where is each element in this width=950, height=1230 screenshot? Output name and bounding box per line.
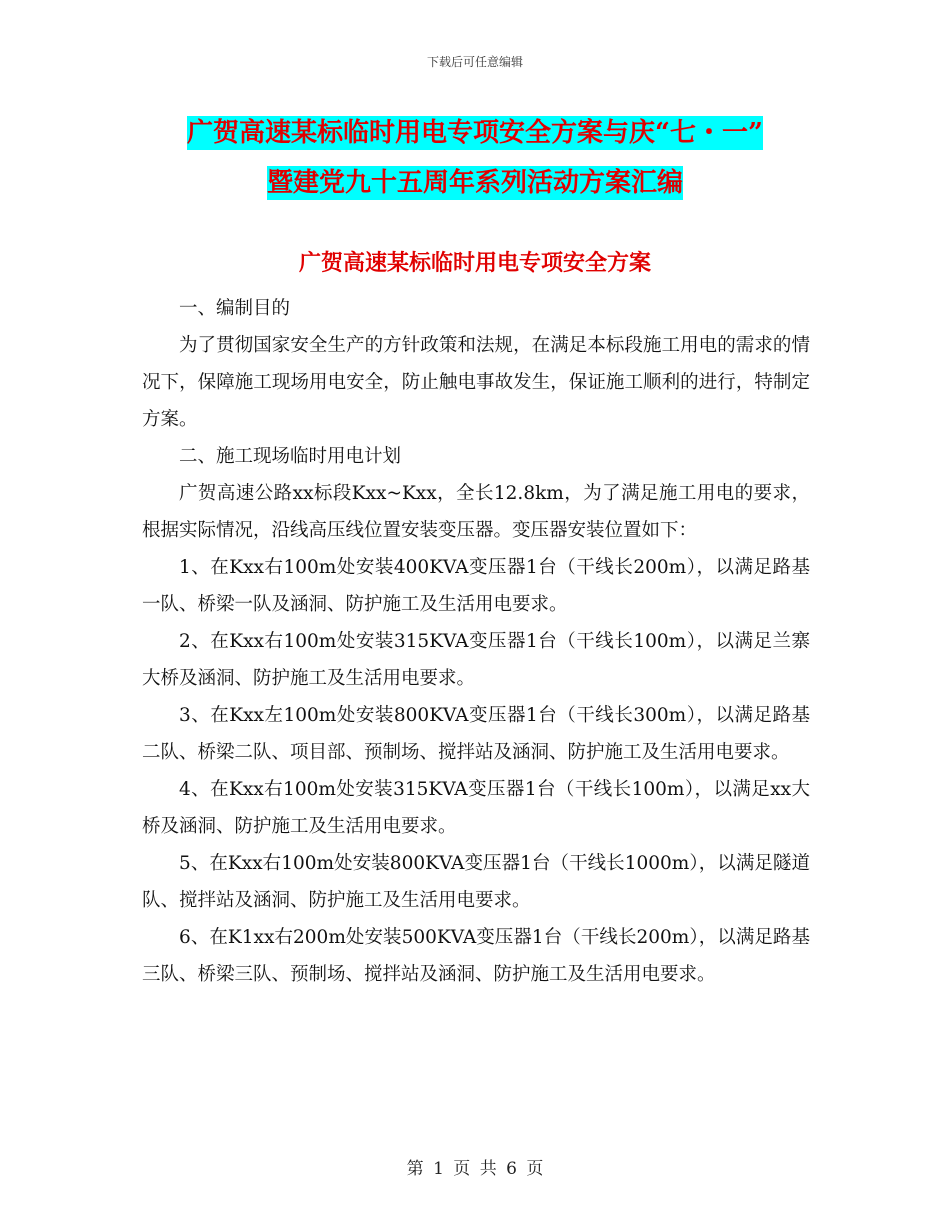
section-title: 广贺高速某标临时用电专项安全方案 (298, 250, 651, 276)
paragraph: 为了贯彻国家安全生产的方针政策和法规，在满足本标段施工用电的需求的情况下，保障施工现场用电安全，防止触电事故发生，保证施工顺利的进行，特制定方案。 (142, 335, 810, 430)
header-note: 下载后可任意编辑 (426, 55, 523, 69)
list-item: 3、在Kxx左100m处安装800KVA变压器1台（干线长300m），以满足路基二队、桥梁二队、项目部、预制场、搅拌站及涵洞、防护施工及生活用电要求。 (142, 705, 810, 763)
title-line-1: 广贺高速某标临时用电专项安全方案与庆“七・一” (187, 118, 763, 148)
list-item: 1、在Kxx右100m处安装400KVA变压器1台（干线长200m），以满足路基一队、桥梁一队及涵洞、防护施工及生活用电要求。 (142, 557, 810, 615)
heading-purpose: 一、编制目的 (179, 298, 291, 319)
document-title (0, 108, 950, 208)
list-item: 5、在Kxx右100m处安装800KVA变压器1台（干线长1000m），以满足隧道队、搅拌站及涵洞、防护施工及生活用电要求。 (142, 853, 810, 911)
title-line-2: 暨建党九十五周年系列活动方案汇编 (266, 168, 683, 198)
paragraph: 广贺高速公路xx标段Kxx~Kxx，全长12.8km，为了满足施工用电的要求，根据实际情况，沿线高压线位置安装变压器。变压器安装位置如下： (142, 483, 810, 541)
body-text (142, 290, 810, 993)
list-item: 2、在Kxx右100m处安装315KVA变压器1台（干线长100m），以满足兰寨大桥及涵洞、防护施工及生活用电要求。 (142, 631, 810, 689)
list-item: 4、在Kxx右100m处安装315KVA变压器1台（干线长100m），以满足xx大桥及涵洞、防护施工及生活用电要求。 (142, 779, 810, 837)
heading-power-plan: 二、施工现场临时用电计划 (179, 446, 402, 467)
list-item: 6、在K1xx右200m处安装500KVA变压器1台（干线长200m），以满足路基三队、桥梁三队、预制场、搅拌站及涵洞、防护施工及生活用电要求。 (142, 927, 810, 985)
page-number: 第 1 页 共 6 页 (406, 1159, 544, 1179)
